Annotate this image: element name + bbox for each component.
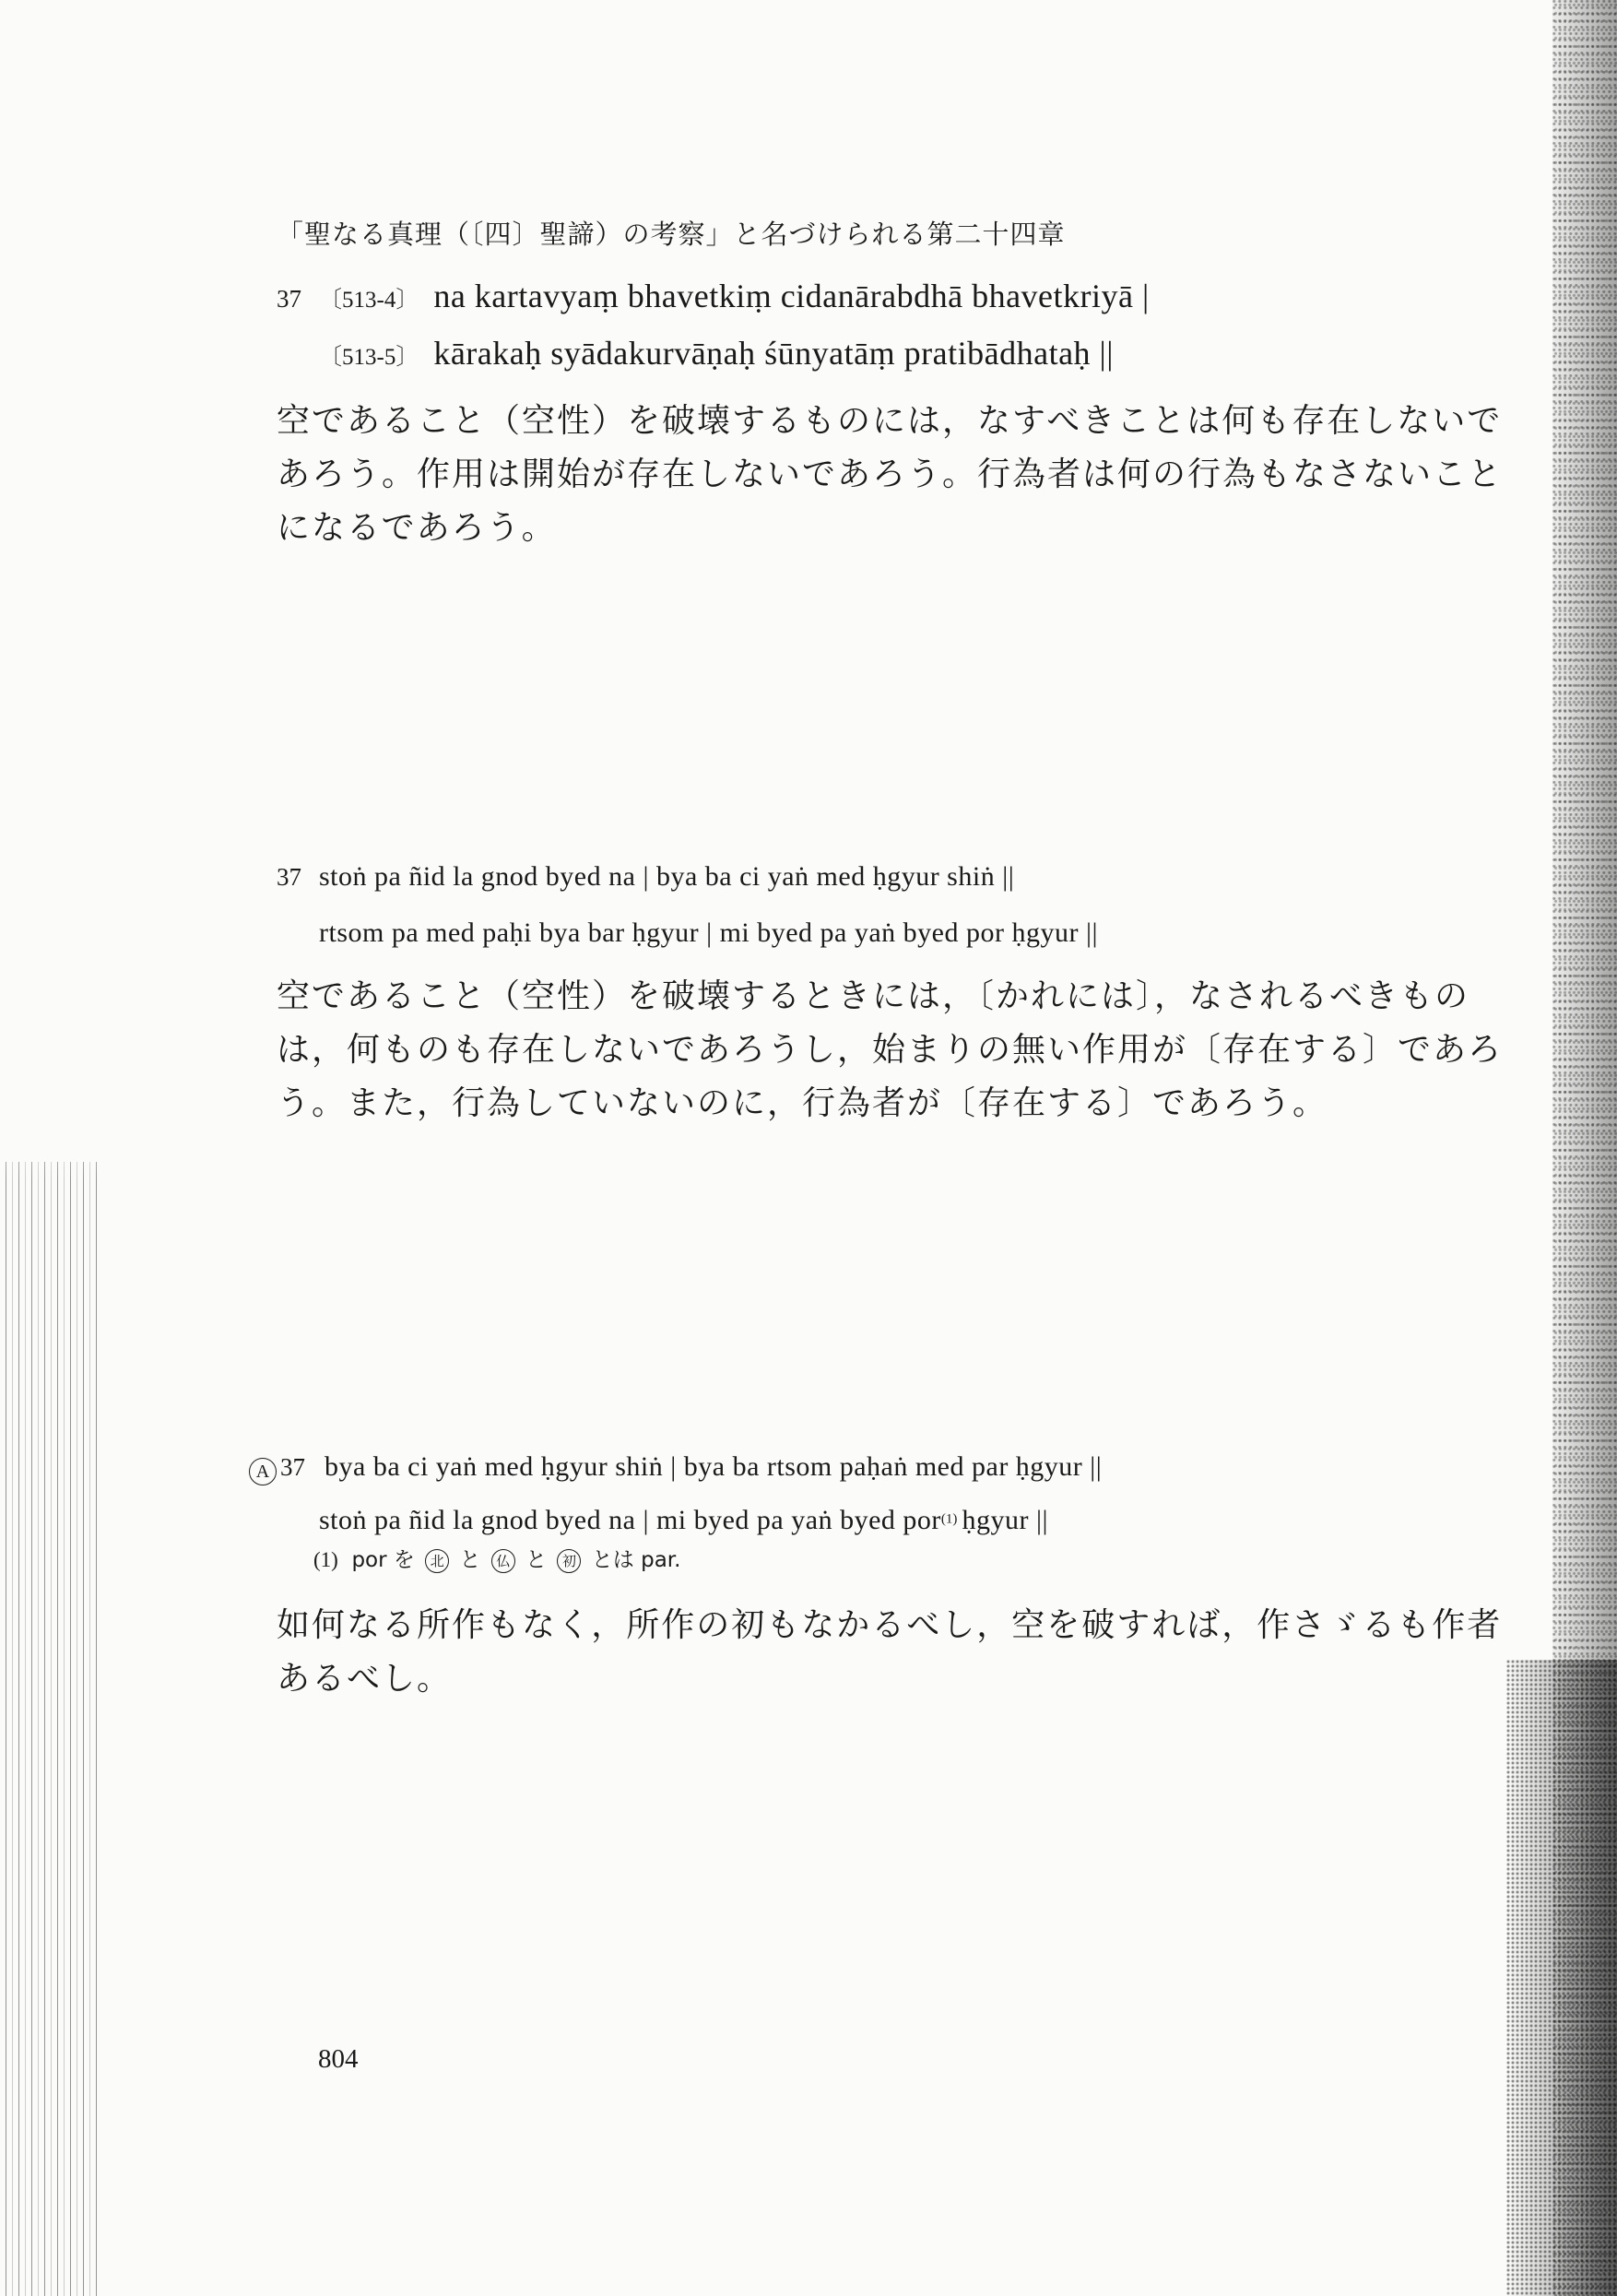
edition-siglum-icon: 初 (557, 1549, 581, 1573)
footnote: (1) por を 北 と 仏 と 初 とは par. (313, 1548, 681, 1572)
chapter-header: 「聖なる真理（〔四〕聖諦）の考察」と名づけられる第二十四章 (277, 219, 1066, 250)
page-number: 804 (318, 2044, 359, 2074)
sanskrit-translation: 空であること（空性）を破壊するものには，なすべきことは何も存在しないであろう。作用は開始が存在しないであろう。行為者は何の行為もなさないことになるであろう。 (277, 402, 1504, 547)
tibetan-verse-line-1 (277, 861, 1014, 893)
sanskrit-text: kārakaḥ syādakurvāṇaḥ śūnyatāṃ pratibādhataḥ || (433, 335, 1114, 372)
edition-mark-icon: A (249, 1458, 277, 1485)
tibetan-verse-line-2 (319, 917, 1098, 949)
edition-verse-line-1 (249, 1451, 1102, 1485)
edition-siglum-icon: 北 (425, 1549, 449, 1573)
tibetan-text: stoṅ pa ñid la gnod byed na | mi byed pa yaṅ byed por (319, 1505, 941, 1535)
footnote-ref: (1) (940, 1511, 958, 1527)
tibetan-text: rtsom pa med paḥi bya bar ḥgyur | mi byed pa yaṅ byed por ḥgyur || (319, 917, 1098, 948)
tibetan-translation: 空であること（空性）を破壊するときには，〔かれには〕，なされるべきものは，何ものも存在しないであろうし，始まりの無い作用が〔存在する〕であろう。また，行為していないのに，行為者が〔存在する〕であろう。 (277, 977, 1504, 1122)
verse-reference: 〔513-4〕 (319, 288, 419, 313)
sanskrit-text: na kartavyaṃ bhavetkiṃ cidanārabdhā bhavetkriyā | (433, 278, 1150, 314)
verse-number: 37 (277, 863, 301, 891)
edition-siglum-icon: 仏 (491, 1549, 515, 1573)
tibetan-text: stoṅ pa ñid la gnod byed na | bya ba ci yaṅ med ḥgyur shiṅ || (319, 861, 1015, 892)
verse-number: 37 (277, 285, 301, 313)
tibetan-text: bya ba ci yaṅ med ḥgyur shiṅ | bya ba rtsom paḥaṅ med par ḥgyur || (325, 1451, 1103, 1482)
edition-translation: 如何なる所作もなく，所作の初もなかるべし，空を破すれば，作さゞるも作者あるべし。 (277, 1606, 1503, 1698)
sanskrit-verse-line-2 (319, 334, 1114, 373)
scan-edge-left (0, 1162, 101, 2296)
sanskrit-verse-line-1 (277, 277, 1150, 315)
tibetan-text: ḥgyur || (962, 1505, 1048, 1535)
edition-verse-line-2 (319, 1505, 1048, 1536)
verse-reference: 〔513-5〕 (319, 345, 419, 370)
verse-number: 37 (280, 1453, 305, 1481)
